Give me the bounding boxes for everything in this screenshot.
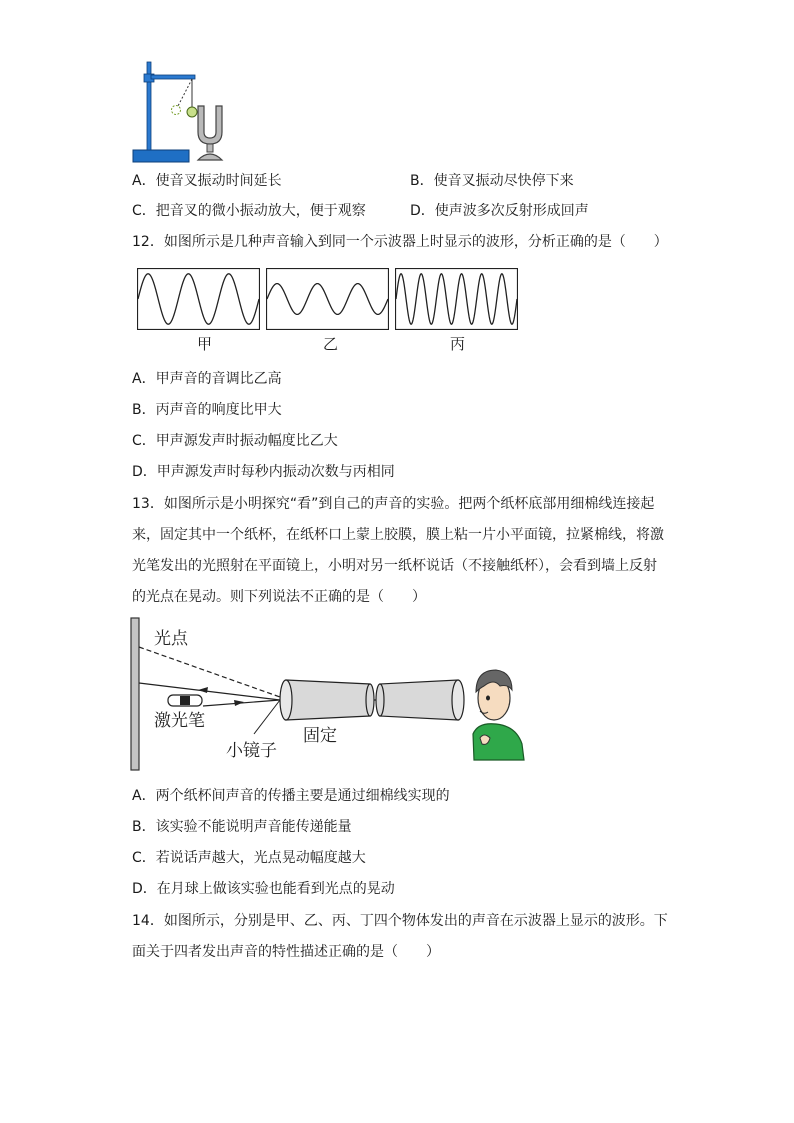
q13-stem-line-2: 来，固定其中一个纸杯，在纸杯口上蒙上胶膜，膜上粘一片小平面镜，拉紧棉线，将激 <box>132 527 664 543</box>
q12-stem: 12．如图所示是几种声音输入到同一个示波器上时显示的波形，分析正确的是（ ） <box>132 234 668 250</box>
q12-option-b: B．丙声音的响度比甲大 <box>132 402 282 418</box>
paper-cup-experiment-figure <box>128 614 528 774</box>
wave-jia-line <box>138 274 259 324</box>
q13-option-b: B．该实验不能说明声音能传递能量 <box>132 819 352 835</box>
label-small-mirror: 小镜子 <box>226 741 277 761</box>
q12-option-a: A．甲声音的音调比乙高 <box>132 371 282 387</box>
q12-option-d: D．甲声源发声时每秒内振动次数与丙相同 <box>132 464 395 480</box>
q11-option-b: B．使音叉振动尽快停下来 <box>410 173 574 189</box>
q12-option-c: C．甲声源发声时振动幅度比乙大 <box>132 433 338 449</box>
label-fixed: 固定 <box>303 726 337 746</box>
q11-option-a: A．使音叉振动时间延长 <box>132 173 282 189</box>
wave-yi <box>266 268 389 330</box>
q14-stem-line-1: 14．如图所示，分别是甲、乙、丙、丁四个物体发出的声音在示波器上显示的波形。下 <box>132 913 668 929</box>
q13-stem-line-4: 的光点在晃动。则下列说法不正确的是（ ） <box>132 589 426 605</box>
wave-label-bing: 丙 <box>450 335 466 353</box>
label-laser-pen: 激光笔 <box>154 711 205 731</box>
wave-jia <box>137 268 260 330</box>
q13-option-c: C．若说话声越大，光点晃动幅度越大 <box>132 850 366 866</box>
wave-bing-line <box>396 274 517 324</box>
q14-stem-line-2: 面关于四者发出声音的特性描述正确的是（ ） <box>132 944 440 960</box>
q11-option-d: D．使声波多次反射形成回声 <box>410 203 589 219</box>
boy-figure <box>473 670 524 760</box>
q11-option-c: C．把音叉的微小振动放大，便于观察 <box>132 203 366 219</box>
wave-bing <box>395 268 518 330</box>
wave-yi-line <box>267 284 388 315</box>
tuning-fork-figure <box>130 58 240 166</box>
q13-option-d: D．在月球上做该实验也能看到光点的晃动 <box>132 881 395 897</box>
label-light-spot: 光点 <box>154 629 188 649</box>
q13-stem-line-1: 13．如图所示是小明探究“看”到自己的声音的实验。把两个纸杯底部用细棉线连接起 <box>132 496 655 512</box>
q13-stem-line-3: 光笔发出的光照射在平面镜上，小明对另一纸杯说话（不接触纸杯），会看到墙上反射 <box>132 558 657 574</box>
q13-option-a: A．两个纸杯间声音的传播主要是通过细棉线实现的 <box>132 788 450 804</box>
wave-label-yi: 乙 <box>323 335 339 353</box>
wave-label-jia: 甲 <box>197 335 213 353</box>
